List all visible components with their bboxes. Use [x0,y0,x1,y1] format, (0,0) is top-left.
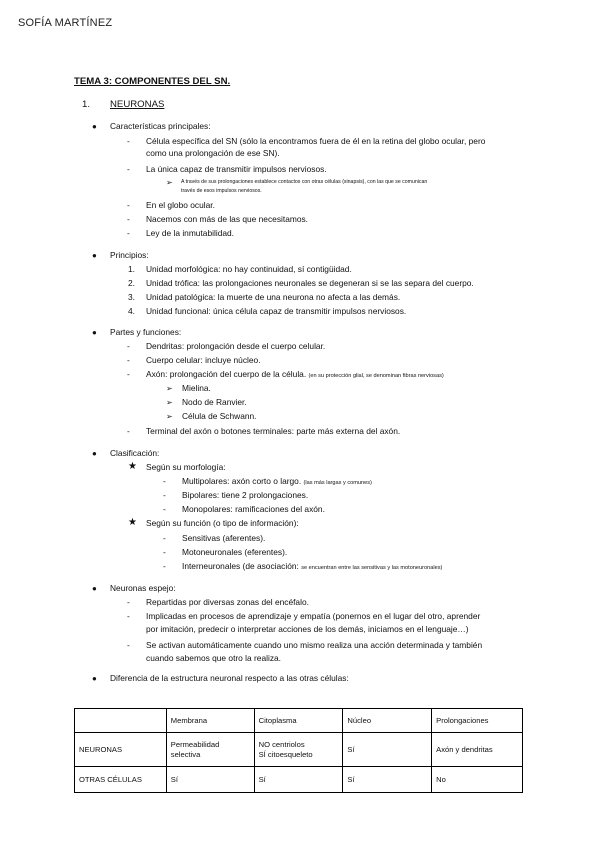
sub-note: través de esos impulsos nerviosos. [181,188,262,194]
dash-icon: - [127,597,130,607]
espejo-heading: Neuronas espejo: [110,583,176,593]
list-item: Unidad morfológica: no hay continuidad, sí contigüidad. [146,264,352,274]
list-item: Unidad patológica: la muerte de una neurona no afecta a las demás. [146,292,401,302]
comparison-table [74,708,523,793]
multipolares-note: (las más largas y comunes) [303,480,372,486]
axon-text: Axón: prolongación del cuerpo de la célula. [146,369,307,379]
table-cell: Sí [343,767,432,793]
arrow-icon: ➢ [166,178,173,187]
section-number: 1. [82,99,91,110]
list-item: Dendritas: prolongación desde el cuerpo celular. [146,341,326,351]
list-item: En el globo ocular. [146,200,215,210]
table-cell: No [432,767,523,793]
dash-icon: - [163,561,166,571]
caracteristicas-heading: Características principales: [110,121,211,131]
cell-line: SÍ citoesqueleto [258,749,313,759]
dash-icon: - [127,640,130,650]
multipolares-text: Multipolares: axón corto o largo. [182,476,302,486]
row-label: NEURONAS [75,733,167,767]
dash-icon: - [163,547,166,557]
subheading: Según su morfología: [146,462,226,472]
row-label: OTRAS CÉLULAS [75,767,167,793]
dash-icon: - [127,611,130,621]
dash-icon: - [127,426,130,436]
section-label: NEURONAS [110,99,165,110]
interneuronales-note: se encuentran entre las sensitivas y las motoneuronales) [301,565,443,571]
list-item: cuando sabemos que otro la realiza. [146,653,282,663]
table-header-cell: Núcleo [343,709,432,733]
bullet-icon: ● [92,328,97,337]
bullet-icon: ● [92,674,97,683]
list-item: Bipolares: tiene 2 prolongaciones. [182,490,309,500]
cell-line: selectiva [170,749,201,759]
dash-icon: - [127,369,130,379]
arrow-icon: ➢ [166,412,173,421]
dash-icon: - [163,476,166,486]
principios-heading: Principios: [110,250,149,260]
sub-note: A través de sus prolongaciones establece contactos con otras células (sinapsis), con las que se comunican [181,179,428,185]
arrow-icon: ➢ [166,398,173,407]
table-cell: Sí [166,767,254,793]
list-item: Implicadas en procesos de aprendizaje y empatía (ponernos en el lugar del otro, aprender [146,611,481,621]
dash-icon: - [127,341,130,351]
bullet-icon: ● [92,584,97,593]
list-number: 1. [128,264,135,274]
list-item: como una prolongación de ese SN). [146,148,280,158]
interneuronales-text: Interneuronales (de asociación: [182,561,299,571]
dash-icon: - [127,200,130,210]
list-item: Terminal del axón o botones terminales: parte más externa del axón. [146,426,401,436]
list-item [182,561,442,574]
list-item [182,476,372,489]
dash-icon: - [127,228,130,238]
list-item: Monopolares: ramificaciones del axón. [182,504,325,514]
list-item: Motoneuronales (eferentes). [182,547,288,557]
author-name: SOFÍA MARTÍNEZ [18,17,113,29]
dash-icon: - [163,490,166,500]
list-item: Mielina. [182,383,211,393]
table-cell: Axón y dendritas [432,733,523,767]
list-item: Unidad funcional: única célula capaz de transmitir impulsos nerviosos. [146,306,407,316]
list-item: Unidad trófica: las prolongaciones neuronales se degeneran si se las separa del cuerpo. [146,278,474,288]
table-cell: Sí [343,733,432,767]
table-header-cell [75,709,167,733]
list-item: Nodo de Ranvier. [182,397,247,407]
document-title: TEMA 3: COMPONENTES DEL SN. [74,76,231,87]
table-row [75,767,523,793]
table-cell [254,733,343,767]
star-icon: ★ [128,461,137,472]
clasificacion-heading: Clasificación: [110,448,160,458]
table-header-cell: Citoplasma [254,709,343,733]
list-item [146,369,444,382]
bullet-icon: ● [92,449,97,458]
dash-icon: - [163,504,166,514]
list-item: Célula específica del SN (sólo la encontramos fuera de él en la retina del globo ocular, pero [146,136,486,146]
table-row [75,733,523,767]
partes-heading: Partes y funciones: [110,327,182,337]
table-header-cell: Membrana [166,709,254,733]
list-item: Sensitivas (aferentes). [182,533,266,543]
dash-icon: - [163,533,166,543]
list-item: Cuerpo celular: incluye núcleo. [146,355,261,365]
list-item: por imitación, predecir o interpretar acciones de los demás, iniciamos en el lenguaje…) [146,624,469,634]
dash-icon: - [127,214,130,224]
list-number: 4. [128,306,135,316]
dash-icon: - [127,136,130,146]
list-number: 3. [128,292,135,302]
list-number: 2. [128,278,135,288]
bullet-icon: ● [92,251,97,260]
cell-line: Permeabilidad [170,739,220,749]
list-item: La única capaz de transmitir impulsos nerviosos. [146,164,327,174]
diferencia-heading: Diferencia de la estructura neuronal respecto a las otras células: [110,673,349,683]
bullet-icon: ● [92,122,97,131]
subheading: Según su función (o tipo de información): [146,518,299,528]
table-header-row [75,709,523,733]
table-cell [166,733,254,767]
dash-icon: - [127,164,130,174]
table-header-cell: Prolongaciones [432,709,523,733]
dash-icon: - [127,355,130,365]
list-item: Nacemos con más de las que necesitamos. [146,214,308,224]
star-icon: ★ [128,517,137,528]
list-item: Ley de la inmutabilidad. [146,228,234,238]
list-item: Repartidas por diversas zonas del encéfalo. [146,597,309,607]
cell-line: NO centriolos [258,739,305,749]
list-item: Se activan automáticamente cuando uno mismo realiza una acción determinada y también [146,640,483,650]
table-cell: Sí [254,767,343,793]
arrow-icon: ➢ [166,384,173,393]
axon-note: (en su protección glial, se denominan fibras nerviosas) [308,373,444,379]
list-item: Célula de Schwann. [182,411,257,421]
